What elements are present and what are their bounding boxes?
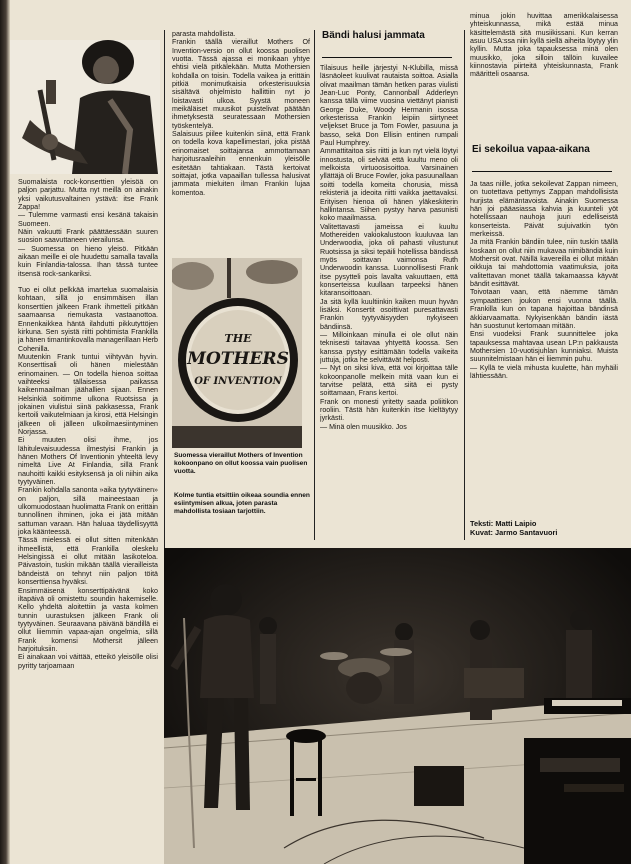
- column-1: [18, 178, 158, 858]
- body-paragraph: Ensi vuodeksi Frank suunnittelee joka tapauksessa mahtavaa usean LP:n pakkausta Mothersien 10-vuotisjuhlan kunniaksi. Muista suunnitelmistaan hän ei liiemmin puhu.: [470, 330, 618, 364]
- body-paragraph: Ja taas niille, jotka sekoilevat Zappan nimeen, on tuotettava pettymys Zappan mahdollisista hurjista elämäntavoista. Ainakin Suomessa hän joi pääasiassa kahvia ja kuunteli yöt hotellissaan nauhoja juuri edelliseistä konserteista. Päivät sujuivatkin työn merkeissä.: [470, 180, 618, 239]
- body-paragraph: Ei muuten olisi ihme, jos lähitulevaisuudessa ilmestyisi Frankin ja hänen Mothers Of Inventionin yhteeltä levy nimeltä Live At Finlandia, sillä Frank nauhoitti kaikki esityksensä ja oli niihin aika tyytyväinen.: [18, 436, 158, 487]
- body-paragraph: — Suomessa on hieno yleisö. Pitkään aikaan meille ei ole huudettu samalla tavalla kuin Finlandia-talossa. Ihan tässä tuntee itsensä rock-sankariksi.: [18, 244, 158, 278]
- photo-drum-mothers: [172, 258, 302, 448]
- body-paragraph: Tuo ei ollut pelkkää imartelua suomalaisia kohtaan, sillä jo ensimmäisen illan konserttien jälkeen Frank ihmetteli pitkään saamaansa riemukasta vastaanottoa. Ennenkaikkea häntä ilahdutti pikkutyttöjen kirkuna. Sen syistä riitti pohtimista Frankilla ja hänen timantinkovalla managerillaan Herb Cohenilla.: [18, 286, 158, 353]
- body-paragraph: Ammattitaitoa siis riitti ja kun nyt vielä löytyi innostusta, oli selvää että kuultu meno oli melkoista virtuoosisoittoa. Varsinainen yllättäjä oli Bruce Fowler, joka pasuunallaan soitti todella komeita chorusia, missä rekisteriä ja ideoita riitti vaikka jaettavaksi. Erityisen hienoa oli hänen yläkeskiterin hallintansa. Siihen pystyy harva pasunisti koko maailmassa.: [320, 147, 458, 223]
- svg-text:THE: THE: [224, 332, 252, 345]
- svg-text:OF INVENTION: OF INVENTION: [194, 376, 282, 387]
- body-paragraph: Ja sitä kyllä kuultiinkin kaiken muun hyvän lisäksi. Konsertit osoittivat puresattavasti Frankin tyytyväisyyden nykyiseen bändiinsä.: [320, 297, 458, 331]
- body-paragraph: Tilaisuus heille järjestyi N-Klubilla, missä läsnäoleet kuulivat rautaista soittoa. Asialla olivat maailman tämän hetken paras viulisti Jean-Luc Ponty, Cannonball Adderleyn kanssa tällä viime vuosina viettänyt pianisti George Duke, Woody Hermanin isossa orkesterissa Frankin leipiin siirtyneet veljekset Bruce ja Tom Fowler, pasuuna ja basso, sekä Don Ellisin entinen rumpali Paul Humphrey.: [320, 64, 458, 148]
- body-paragraph: Ensimmäisenä konserttipäivänä koko iltapäivä oli omistettu soundin hakemiselle. Kello yhdeltä aloitettiin ja vasta kolmen tunnin uurastuksen jälkeen Frank oli tyytyväinen. Seuraavana päivänä bändillä ei ollut liiemmin vapaa-ajan ongelmia, sillä Frank komensi Mothersit jälleen harjoituksiin.: [18, 586, 158, 653]
- section-heading: Bändi halusi jammata: [322, 30, 452, 58]
- photo-frank-guitar: [10, 40, 160, 174]
- column-3: [320, 64, 458, 542]
- body-paragraph: minua jokin huvittaa amerikkalaisessa yhteiskunnassa, mikä estää minua käsittelemästä sitä musiikissani. Kun kerran asuu USA:ssa niin kyllä siellä aiheita löytyy ylin kyllin. Mutta joka tapauksessa minä olen muusikko, joka silloin tällöin kuvailee kiinnostavia piirteitä yhteiskunnasta, Frank määritteli osaansa.: [470, 12, 618, 79]
- photo-caption: Suomessa vieraillut Mothers of Invention kokoonpano on ollut koossa vain puolisen vuotta.: [174, 452, 308, 475]
- body-paragraph: Tässä mielessä ei ollut sitten mitenkään ihmeellistä, että Frankilla oleskelu Helsingissä ei ollut mitään lasikoteloa. Päivastoin, tuskin mikään täällä vierailleista bändeistä on tehnyt niin paljon töitä konserttiensa hyväksi.: [18, 536, 158, 587]
- column-rule: [164, 30, 165, 590]
- body-paragraph: — Nyt on siksi kiva, että voi kirjoittaa tälle kokoonpanolle melkein mitä vaan kun ei tarvitse pelätä, että siitä ei pysty soittamaan, Frans kertoi.: [320, 364, 458, 398]
- body-paragraph: Frankin täällä vieraillut Mothers Of Invention-versio on ollut koossa puolisen vuotta. Tässä ajassa ei monikaan yhtye ehtisi vielä pitkälekään. Mutta Mothersien kohdalla on toisin. Todella vaikea ja erittäin pitkiä monimutkaisia orkesterisuuksia sisältävä ohjelmisto hallittiin nyt jo loistavasti ulkoa. Syystä moneen meikäläiset muusikot puistelivat päätään ihmetyksestä seuratessaan Mothersien työskentelyä.: [172, 38, 310, 130]
- body-paragraph: Ei ainakaan voi väittää, etteikö yleisölle olisi pyritty tarjoamaan: [18, 653, 158, 670]
- photo-concert-stage: [164, 548, 631, 864]
- column-rule: [464, 30, 465, 540]
- body-paragraph: — Tulemme varmasti ensi kesänä takaisin Suomeen.: [18, 211, 158, 228]
- column-2: [172, 30, 310, 256]
- body-paragraph: Toivotaan vaan, että näemme tämän sympaattisen joukon ensi vuonna täällä. Frankilla kun on tapana hajoittaa bändinsä äkkiarvaamatta. Nykyisenkään bändin iästä hän suostunut kertomaan mitään.: [470, 288, 618, 330]
- lead-paragraph: Suomalaista rock-konserttien yleisöä on paljon parjattu. Mutta nyt meillä on ainakin yksi vaikutusvaltainen ystävä: itse Frank Zappa!: [18, 178, 158, 212]
- body-paragraph: Ja mitä Frankin bändiin tulee, niin tuskin täällä koskaan on ollut niin mukavaa nimibändiä kuin Mothersit ovat. Näillä kavereilla ei ollut mitään oikkuja tai mahdottomia vaatimuksia, joita valitettavan monet täällä takamaassa käyvät bändit esittävät.: [470, 238, 618, 289]
- photo-caption: Kolme tuntia etsittiin oikeaa soundia ennen esiintymisen alkua, joten parasta mahdollista tosiaan tarjottiin.: [174, 492, 310, 515]
- column-rule: [314, 30, 315, 540]
- body-paragraph: Frankin kohdalla sanonta »aika tyytyväinen» on paljon, sillä maineestaan ja ulkomuodostaan huolimatta Frank on erittäin tunnollinen ihminen, joka ei jätä mitään sattuman varaan. Hän haluaa täydellisyyttä joka käänteessä.: [18, 486, 158, 537]
- body-paragraph: Näin vakuutti Frank päättäessään suuren suosion saavuttaneen vierailunsa.: [18, 228, 158, 245]
- credit-photos: Kuvat: Jarmo Santavuori: [470, 527, 558, 537]
- body-paragraph: — Minä olen muusikko. Jos: [320, 422, 407, 431]
- body-paragraph: — Milloinkaan minulla ei ole ollut näin teknisesti taitavaa yhtyettä koossa. Sen kanssa pystyy esittämään todella vaikeita juttuja, jotka he selvittävät helposti.: [320, 331, 458, 365]
- body-paragraph: Frank on monesti yritetty saada poliitikon rooliin. Tästä hän kuitenkin itse kieltäytyy jyrkästi.: [320, 397, 458, 423]
- section-heading: Ei sekoilua vapaa-aikana: [472, 144, 612, 172]
- body-paragraph: Muutenkin Frank tuntui viihtyvän hyvin. Konserttisali oli hänen mielestään erinomainen. — On todella hienoa soittaa vaihteeksi tällaisessa paikassa kaikenmaailman jäähallien sijaan. Ennen Helsinkiä soitimme ulkona Ruotsissa ja jokainen viulistui siinä pakkasessa, Frank kertoili vaikutelmiaan ja kirosi, että Helsingin jälkeen oli jälleen ulkoilmaesiintyminen Norjassa.: [18, 352, 158, 436]
- body-paragraph: Valitettavasti jameissa ei kuultu Mothereiden vakiokalustoon kuuluvaa Ian Underwoodia, joka oli pahasti vilustunut Ruotsissa ja siksi tepäili hotellissa bändissä myös soittavan vaimonsa Ruth Underwoodin kanssa. Luonnollisesti Frank itse pysytteli pois lavalta vakuuttaen, että konserteissa kuullaan tarpeeksi hänen kitaransoittoaan.: [320, 222, 458, 298]
- credits: [470, 520, 620, 540]
- column-4-top: [470, 12, 618, 132]
- credit-text: Teksti: Matti Laipio: [470, 519, 537, 528]
- body-paragraph: parasta mahdollista.: [172, 30, 236, 38]
- column-4: [470, 180, 618, 514]
- svg-text:MOTHERS: MOTHERS: [187, 349, 289, 369]
- body-paragraph: Salaisuus piilee kuitenkin siinä, että Frank on todella kova kapellimestari, joka pistää erinomaiset soittajansa ammottamaan harjoitusraaleihin ennenkuin yleisölle esitetään tahtiakaan. Tästä kertoivat soittajat, jotka vapaaillan tullessa halusivat jammata mieluiten ilman Frankin lujaa komentoa.: [172, 130, 310, 197]
- body-paragraph: — Kyllä te vielä mihusta kuulette, hän myhäili lähtiessään.: [470, 363, 618, 380]
